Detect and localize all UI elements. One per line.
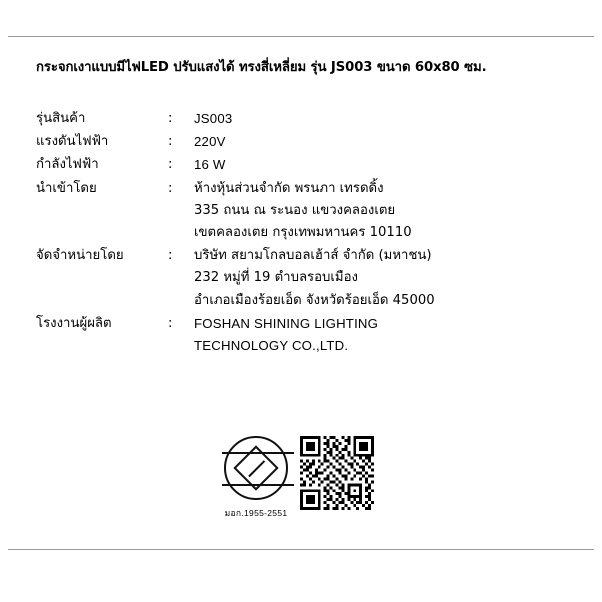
divider-bottom: [8, 549, 594, 550]
table-row: [36, 135, 556, 158]
table-row: [36, 112, 556, 135]
row-label: นำเข้าโดย: [36, 180, 97, 196]
row-value-line: 335 ถนน ณ ระนอง แขวงคลองเตย: [194, 202, 396, 218]
row-value-line: TECHNOLOGY CO.,LTD.: [194, 338, 349, 354]
row-colon: :: [168, 180, 173, 196]
tis-standard-caption: มอก.1955-2551: [224, 508, 288, 518]
tis-standard-mark-wrap: [218, 436, 294, 520]
certification-logos: [0, 436, 602, 536]
row-value-line: เขตคลองเตย กรุงเทพมหานคร 10110: [194, 225, 412, 241]
row-colon: :: [168, 315, 173, 331]
row-label: แรงดันไฟฟ้า: [36, 134, 109, 150]
row-value: [194, 249, 556, 317]
row-value-line: JS003: [194, 111, 233, 126]
specification-table: [36, 112, 556, 362]
row-value-line: FOSHAN SHINING LIGHTING: [194, 315, 379, 331]
row-value: [194, 158, 556, 181]
table-row: [36, 249, 556, 317]
row-value: [194, 112, 556, 135]
row-value-line: 16 W: [194, 157, 226, 173]
row-value-line: ห้างหุ้นส่วนจำกัด พรนภา เทรดดิ้ง: [194, 180, 384, 196]
tis-standard-mark-icon: [224, 436, 288, 500]
row-value: [194, 317, 556, 362]
row-colon: :: [168, 248, 173, 264]
row-value: [194, 182, 556, 250]
row-label: โรงงานผู้ผลิต: [36, 315, 112, 331]
qr-code-icon: [300, 436, 374, 510]
row-label: จัดจำหน่ายโดย: [36, 248, 124, 264]
row-value-line: 220V: [194, 134, 226, 150]
table-row: [36, 158, 556, 181]
page-title: กระจกเงาแบบมีไฟLED ปรับแสงได้ ทรงสี่เหลี่ยม รุ่น JS003 ขนาด 60x80 ซม.: [36, 60, 487, 75]
row-value-line: 232 หมู่ที่ 19 ตำบลรอบเมือง: [194, 270, 358, 286]
divider-top: [8, 36, 594, 37]
row-colon: :: [168, 157, 173, 173]
row-value: [194, 135, 556, 158]
table-row: [36, 182, 556, 250]
row-label: กำลังไฟฟ้า: [36, 157, 99, 173]
row-colon: :: [168, 134, 173, 150]
row-value-line: บริษัท สยามโกลบอลเฮ้าส์ จำกัด (มหาชน): [194, 248, 432, 264]
row-label: รุ่นสินค้า: [36, 111, 86, 126]
table-row: [36, 317, 556, 362]
row-value-line: อำเภอเมืองร้อยเอ็ด จังหวัดร้อยเอ็ด 45000: [194, 292, 435, 308]
row-colon: :: [168, 111, 173, 126]
